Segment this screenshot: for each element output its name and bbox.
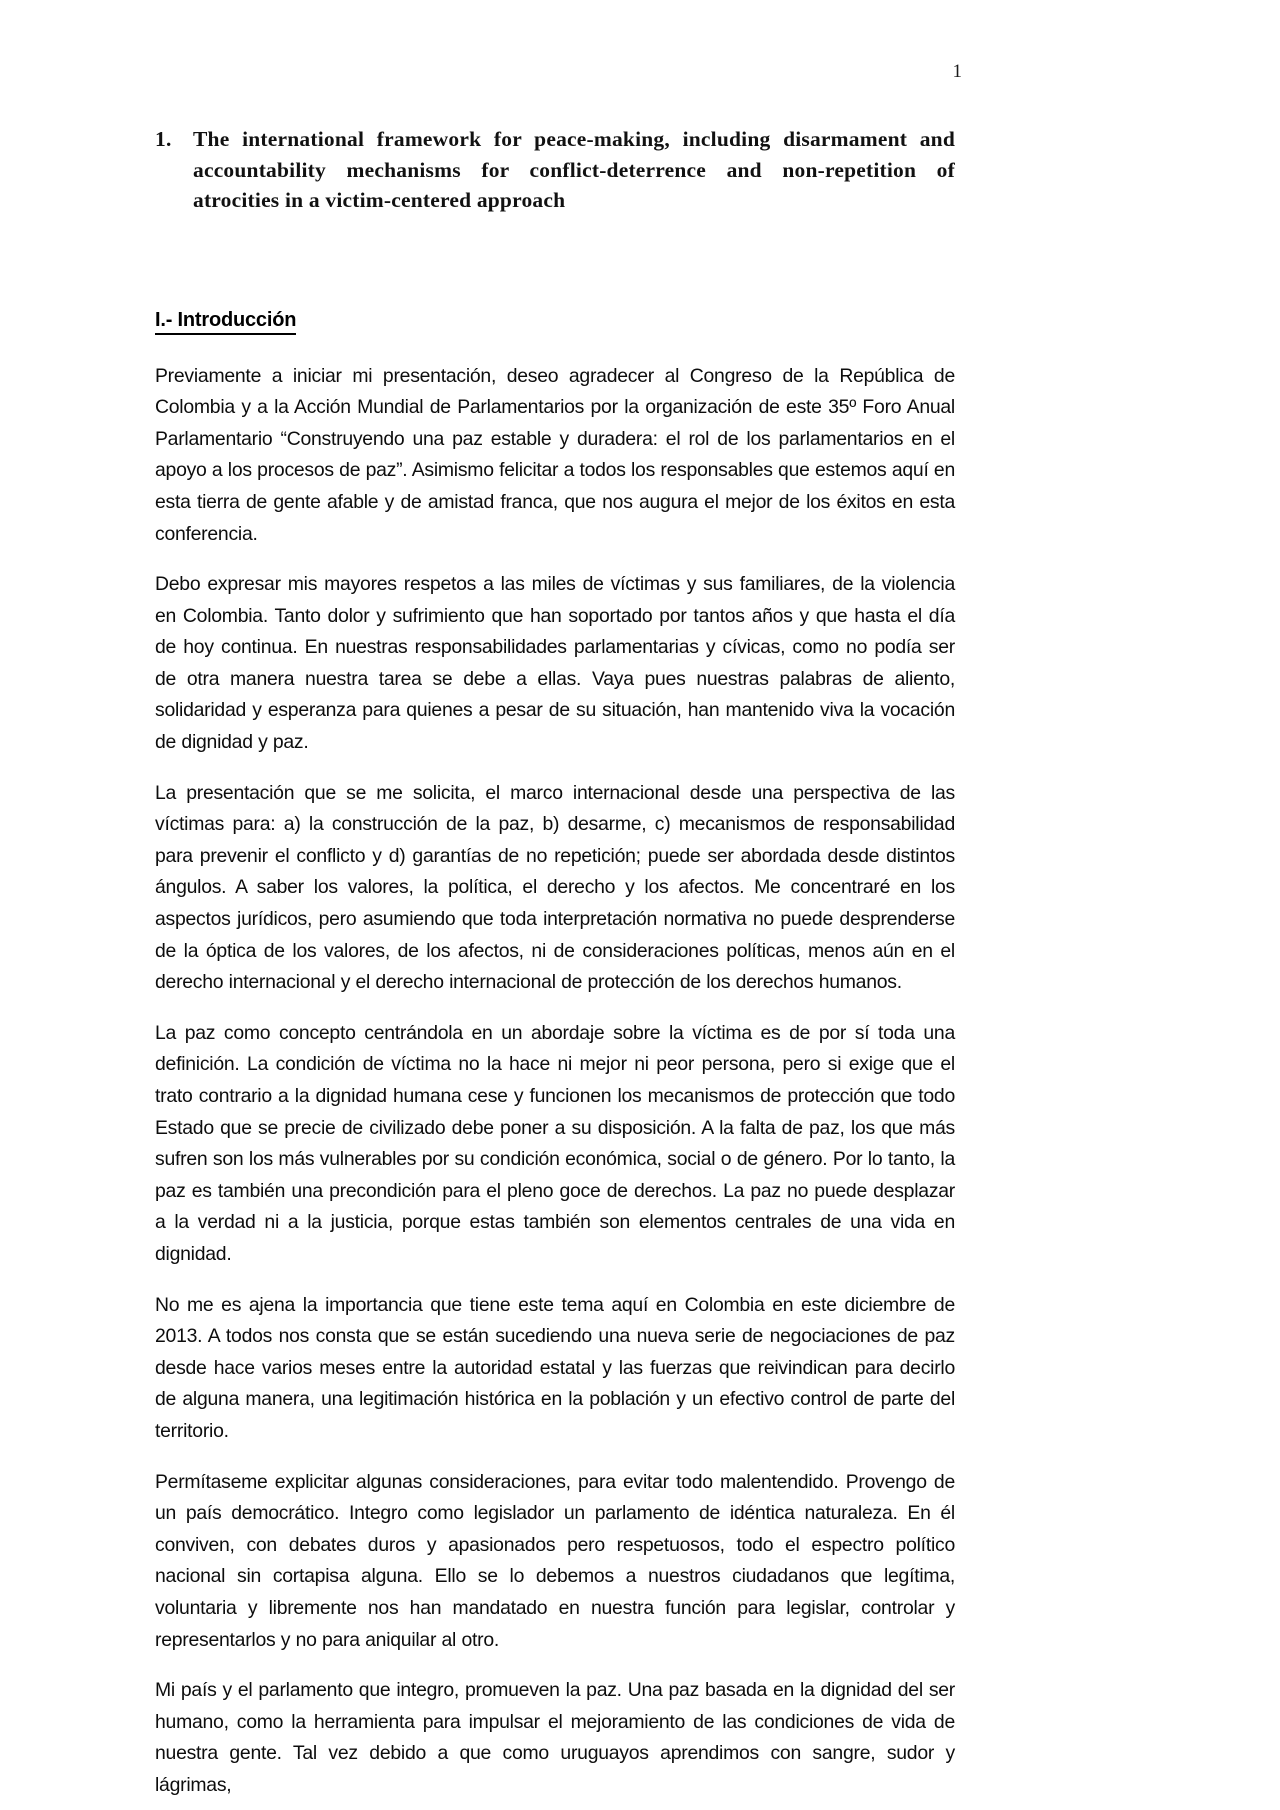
document-title-line-1: The international framework for peace-making, including disarmament and <box>193 127 955 151</box>
paragraph: Mi país y el parlamento que integro, promueven la paz. Una paz basada en la dignidad del ser humano, como la herramienta para impulsar el mejoramiento de las condiciones de vida de nuestra gente. Tal vez debido a que como uruguayos aprendimos con sangre, sudor y lágrimas, <box>155 1679 955 1796</box>
section-heading-text: I.- Introducción <box>155 308 296 335</box>
paragraph: La paz como concepto centrándola en un abordaje sobre la víctima es de por sí toda una definición. La condición de víctima no la hace ni mejor ni peor persona, pero si exige que el trato contrario a la dignidad humana cese y funcionen los mecanismos de protección que todo Estado que se precie de civilizado debe poner a su disposición. A la falta de paz, los que más sufren son los más vulnerables por su condición económica, social o de género. Por lo tanto, la paz es también una precondición para el pleno goce de derechos. La paz no puede desplazar a la verdad ni a la justicia, porque estas también son elementos centrales de una vida en dignidad. <box>155 1021 955 1265</box>
section-heading <box>155 308 955 335</box>
paragraph: Permítaseme explicitar algunas consideraciones, para evitar todo malentendido. Provengo de un país democrático. Integro como legislador un parlamento de idéntica naturaleza. En él conviven, con debates duros y apasionados pero respetuosos, todo el espectro político nacional sin cortapisa alguna. Ello se lo debemos a nuestros ciudadanos que legítima, voluntaria y libremente nos han mandatado en nuestra función para legislar, controlar y representarlos y no para aniquilar al otro. <box>155 1470 955 1651</box>
document-title <box>155 120 955 216</box>
paragraph: Debo expresar mis mayores respetos a las miles de víctimas y sus familiares, de la violencia en Colombia. Tanto dolor y sufrimiento que han soportado por tantos años y que hasta el día de hoy continua. En nuestras responsabilidades parlamentarias y cívicas, como no podía ser de otra manera nuestra tarea se debe a ellas. Vaya pues nuestras palabras de aliento, solidaridad y esperanza para quienes a pesar de su situación, han mantenido viva la vocación de dignidad y paz. <box>155 573 955 754</box>
page-number: 1 <box>952 61 962 82</box>
document-title-line-3: atrocities in a victim-centered approach <box>193 188 566 213</box>
document-title-number: 1. <box>155 127 172 151</box>
body-copy <box>155 361 955 1802</box>
paragraph: Previamente a iniciar mi presentación, deseo agradecer al Congreso de la República de Colombia y a la Acción Mundial de Parlamentarios por la organización de este 35º Foro Anual Parlamentario “Construyendo una paz estable y duradera: el rol de los parlamentarios en el apoyo a los procesos de paz”. Asimismo felicitar a todos los responsables que estemos aquí en esta tierra de gente afable y de amistad franca, que nos augura el mejor de los éxitos en esta conferencia. <box>155 364 955 545</box>
document-content <box>155 120 955 1801</box>
document-title-text <box>193 124 955 216</box>
paragraph: No me es ajena la importancia que tiene este tema aquí en Colombia en este diciembre de 2013. A todos nos consta que se están sucediendo una nueva serie de negociaciones de paz desde hace varios meses entre la autoridad estatal y las fuerzas que reivindican para decirlo de alguna manera, una legitimación histórica en la población y un efectivo control de parte del territorio. <box>155 1293 955 1442</box>
paragraph: La presentación que se me solicita, el marco internacional desde una perspectiva de las víctimas para: a) la construcción de la paz, b) desarme, c) mecanismos de responsabilidad para prevenir el conflicto y d) garantías de no repetición; puede ser abordada desde distintos ángulos. A saber los valores, la política, el derecho y los afectos. Me concentraré en los aspectos jurídicos, pero asumiendo que toda interpretación normativa no puede desprenderse de la óptica de los valores, de los afectos, ni de consideraciones políticas, menos aún en el derecho internacional y el derecho internacional de protección de los derechos humanos. <box>155 781 955 994</box>
document-title-line-2: accountability mechanisms for conflict-deterrence and non-repetition of <box>193 157 955 182</box>
